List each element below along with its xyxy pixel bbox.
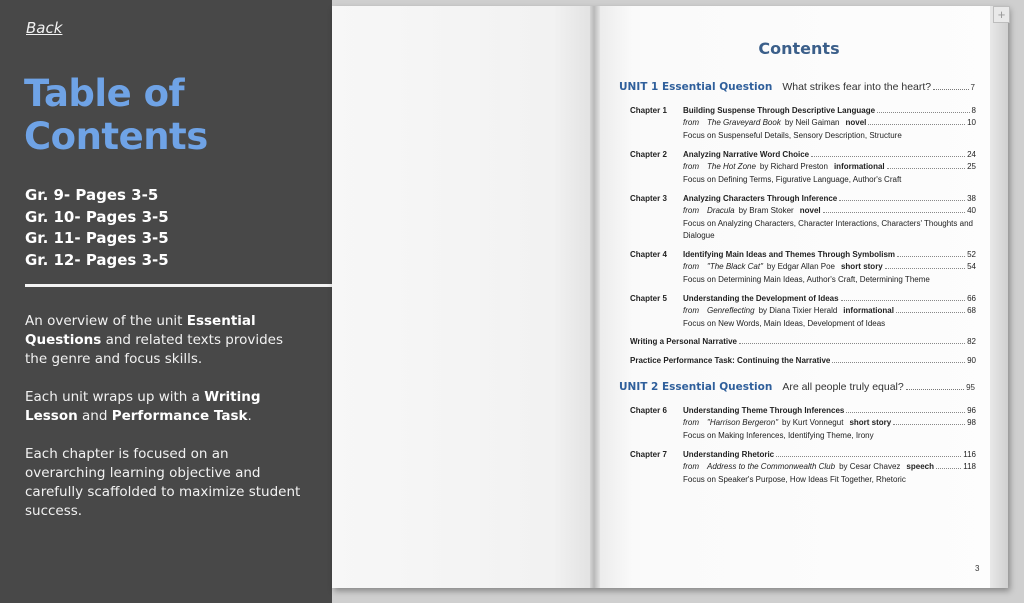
overview-text-end: and related texts provides the genre and focus skills. xyxy=(25,332,284,367)
focus-skills: Focus on Determining Main Ideas, Author's Craft, Determining Theme xyxy=(683,275,930,284)
contents-title: Contents xyxy=(758,39,840,58)
chapter-heading: Analyzing Narrative Word Choice xyxy=(683,150,810,159)
reading-line xyxy=(683,462,976,474)
focus-skills: Focus on Defining Terms, Figurative Language, Author's Craft xyxy=(683,175,902,184)
page-ref: 116 xyxy=(963,450,976,459)
unit-row xyxy=(619,81,975,95)
reading-line xyxy=(683,118,976,130)
leader-dots xyxy=(933,89,968,90)
leader-dots xyxy=(877,112,970,113)
chapter-heading-line xyxy=(683,294,976,306)
chapter-label: Chapter 5 xyxy=(630,294,667,303)
expand-button[interactable] xyxy=(993,6,1010,23)
chapter-label: Chapter 4 xyxy=(630,250,667,259)
leader-dots xyxy=(897,256,965,257)
leader-dots xyxy=(868,124,965,125)
leader-dots xyxy=(906,389,964,390)
grade-item: Gr. 12- Pages 3-5 xyxy=(25,250,169,269)
author: by Neil Gaiman xyxy=(784,118,840,127)
focus-skills: Focus on Making Inferences, Identifying Theme, Irony xyxy=(683,431,874,440)
overview-emphasis: Essential Questions xyxy=(25,313,256,348)
page-ref: 96 xyxy=(967,406,976,415)
sidebar-divider xyxy=(25,284,332,287)
page-ref: 118 xyxy=(963,462,976,471)
sidebar xyxy=(0,0,332,603)
overview-text: An overview of the unit xyxy=(25,313,187,329)
leader-dots xyxy=(832,362,965,363)
focus-skills: Focus on Analyzing Characters, Character Interactions, Characters' Thoughts and Dialogue xyxy=(683,219,973,240)
chapter-heading: Understanding the Development of Ideas xyxy=(683,294,839,303)
chapter-label: Chapter 2 xyxy=(630,150,667,159)
page-ref: 98 xyxy=(967,418,976,427)
grade-item: Gr. 10- Pages 3-5 xyxy=(25,207,169,226)
page-ref: 95 xyxy=(966,383,975,392)
contents-page xyxy=(600,6,1008,588)
unit-question: What strikes fear into the heart? xyxy=(782,81,932,93)
unit-question: Are all people truly equal? xyxy=(782,381,904,393)
leader-dots xyxy=(896,312,965,313)
wrapup-text: Each unit wraps up with a xyxy=(25,389,205,405)
author: by Edgar Allan Poe xyxy=(766,262,835,271)
reading-line xyxy=(683,206,976,218)
work-title: "Harrison Bergeron" xyxy=(707,418,779,427)
left-page xyxy=(332,6,592,588)
grade-item: Gr. 11- Pages 3-5 xyxy=(25,229,169,247)
from-word: from xyxy=(683,162,699,171)
writing-lesson-emphasis: Writing Lesson xyxy=(25,389,261,424)
author: by Diana Tixier Herald xyxy=(758,306,838,315)
chapter-heading-line xyxy=(683,250,976,262)
from-word: from xyxy=(683,262,699,271)
back-link[interactable]: Back xyxy=(26,19,63,37)
writing-lesson-label: Writing a Personal Narrative xyxy=(630,337,737,346)
leader-dots xyxy=(893,424,965,425)
work-title: The Hot Zone xyxy=(707,162,756,171)
grade-item: Gr. 9- Pages 3-5 xyxy=(25,186,159,204)
writing-lesson-row xyxy=(630,337,976,346)
page-ref: 90 xyxy=(967,356,976,365)
reading-line xyxy=(683,162,976,174)
page-ref: 68 xyxy=(967,306,976,315)
chapter-heading-line xyxy=(683,194,976,206)
leader-dots xyxy=(839,200,965,201)
leader-dots xyxy=(776,456,961,457)
leader-dots xyxy=(823,212,965,213)
genre-label: speech xyxy=(906,462,934,471)
wrapup-and: and xyxy=(77,408,112,424)
unit-label: UNIT 1 Essential Question xyxy=(619,81,773,93)
focus-skills: Focus on Speaker's Purpose, How Ideas Fit Together, Rhetoric xyxy=(683,475,906,484)
chapter-label: Chapter 6 xyxy=(630,406,667,415)
author: by Richard Preston xyxy=(759,162,828,171)
work-title: Dracula xyxy=(707,206,735,215)
leader-dots xyxy=(841,300,966,301)
genre-label: novel xyxy=(845,118,867,127)
leader-dots xyxy=(885,268,965,269)
wrapup-period: . xyxy=(247,408,252,424)
from-word: from xyxy=(683,306,699,315)
book-viewer xyxy=(332,6,1008,588)
from-word: from xyxy=(683,418,699,427)
page-ref: 7 xyxy=(970,83,975,92)
overview-paragraph xyxy=(25,312,305,369)
page-ref: 82 xyxy=(967,337,976,346)
reading-line xyxy=(683,306,976,318)
chapter-heading: Understanding Rhetoric xyxy=(683,450,775,459)
genre-label: informational xyxy=(843,306,894,315)
genre-label: novel xyxy=(799,206,821,215)
page-ref: 24 xyxy=(967,150,976,159)
chapter-paragraph: Each chapter is focused on an overarching learning objective and carefully scaffolded to maximize student success. xyxy=(25,446,301,519)
chapter-heading-line xyxy=(683,450,976,462)
from-word: from xyxy=(683,462,699,471)
chapter-heading-line xyxy=(683,150,976,162)
chapter-heading: Analyzing Characters Through Inference xyxy=(683,194,838,203)
page-number: 3 xyxy=(975,564,980,573)
chapter-label: Chapter 7 xyxy=(630,450,667,459)
from-word: from xyxy=(683,118,699,127)
page-ref: 8 xyxy=(971,106,976,115)
performance-task-row xyxy=(630,356,976,365)
leader-dots xyxy=(846,412,965,413)
leader-dots xyxy=(887,168,965,169)
page-ref: 38 xyxy=(967,194,976,203)
chapter-heading-line xyxy=(683,106,976,118)
performance-task-label: Practice Performance Task: Continuing the Narrative xyxy=(630,356,831,365)
chapter-heading: Understanding Theme Through Inferences xyxy=(683,406,845,415)
page-ref: 10 xyxy=(967,118,976,127)
genre-label: short story xyxy=(840,262,883,271)
page-ref: 54 xyxy=(967,262,976,271)
genre-label: informational xyxy=(833,162,885,171)
focus-skills: Focus on New Words, Main Ideas, Development of Ideas xyxy=(683,319,886,328)
genre-label: short story xyxy=(849,418,892,427)
page-title: Table of Contents xyxy=(24,72,208,158)
expand-icon: + xyxy=(997,7,1006,22)
chapter-label: Chapter 1 xyxy=(630,106,667,115)
book-spine xyxy=(590,6,600,588)
chapter-label: Chapter 3 xyxy=(630,194,667,203)
page-ref: 66 xyxy=(967,294,976,303)
grade-list xyxy=(25,185,325,271)
wrapup-paragraph xyxy=(25,388,305,426)
reading-line xyxy=(683,418,976,430)
work-title: "The Black Cat" xyxy=(707,262,763,271)
work-title: Genreflecting xyxy=(707,306,755,315)
page-ref: 52 xyxy=(967,250,976,259)
author: by Kurt Vonnegut xyxy=(782,418,844,427)
page-ref: 25 xyxy=(967,162,976,171)
chapter-heading: Identifying Main Ideas and Themes Through Symbolism xyxy=(683,250,896,259)
page-edge xyxy=(990,6,1008,588)
page-ref: 40 xyxy=(967,206,976,215)
leader-dots xyxy=(811,156,965,157)
focus-skills: Focus on Suspenseful Details, Sensory Description, Structure xyxy=(683,131,902,140)
leader-dots xyxy=(739,343,965,344)
leader-dots xyxy=(936,468,961,469)
author: by Cesar Chavez xyxy=(839,462,901,471)
chapter-heading-line xyxy=(683,406,976,418)
performance-task-emphasis: Performance Task xyxy=(111,408,248,424)
unit-row xyxy=(619,381,975,395)
chapter-heading: Building Suspense Through Descriptive Language xyxy=(683,106,876,115)
unit-label: UNIT 2 Essential Question xyxy=(619,381,773,393)
work-title: The Graveyard Book xyxy=(707,118,781,127)
work-title: Address to the Commonwealth Club xyxy=(707,462,836,471)
author: by Bram Stoker xyxy=(738,206,794,215)
from-word: from xyxy=(683,206,699,215)
reading-line xyxy=(683,262,976,274)
